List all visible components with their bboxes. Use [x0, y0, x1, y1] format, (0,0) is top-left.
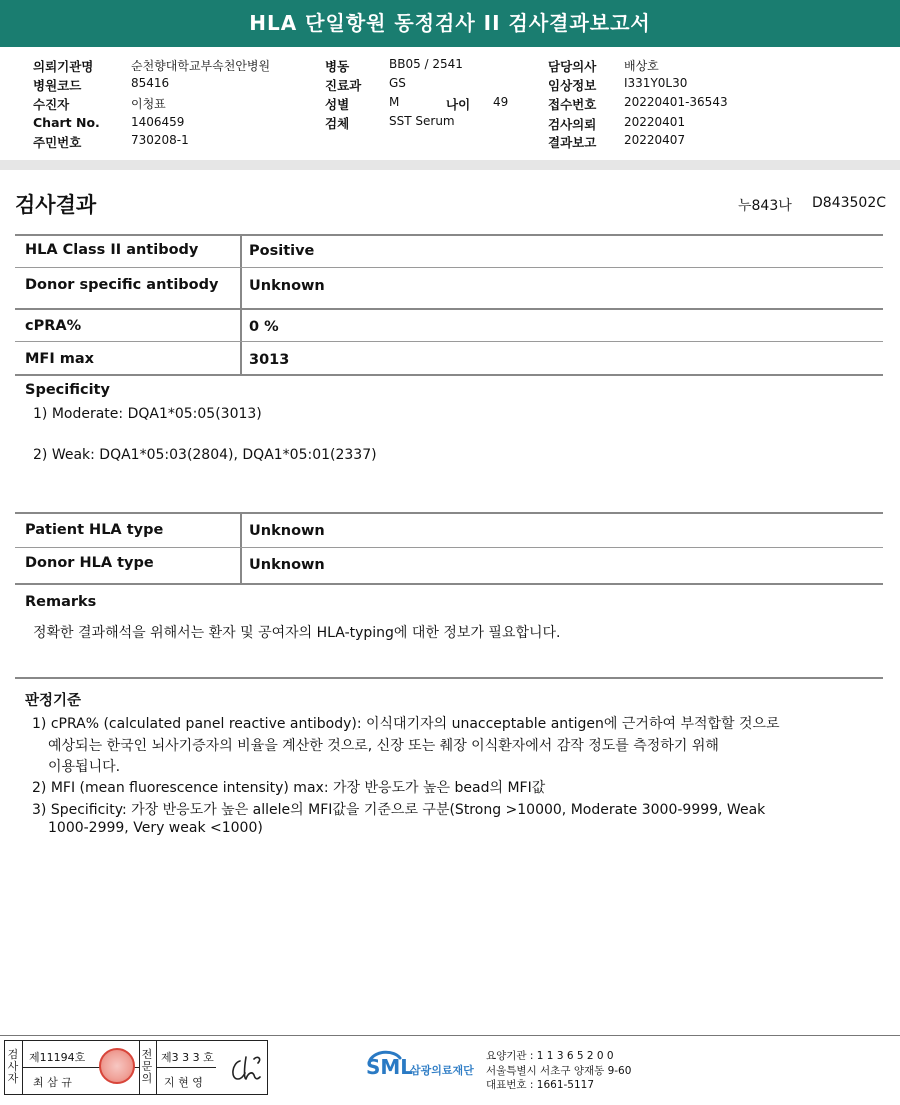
result-value: 0 % — [249, 319, 279, 335]
logo-mark: SML — [366, 1055, 414, 1079]
info-label: 결과보고 — [548, 135, 597, 150]
info-value: 20220401-36543 — [624, 95, 728, 109]
info-label: 임상정보 — [548, 78, 597, 93]
criteria-line: 1) cPRA% (calculated panel reactive antibody): 이식대기자의 unacceptable antigen에 근거하여 부적합할 것으로 — [32, 716, 780, 732]
info-label: 검사의뢰 — [548, 117, 597, 132]
info-label: 병동 — [325, 59, 350, 74]
footer-rule — [0, 1035, 900, 1036]
info-value: GS — [389, 76, 406, 90]
info-label: 수진자 — [33, 97, 70, 112]
info-label: 진료과 — [325, 78, 362, 93]
info-value: 20220401 — [624, 115, 686, 129]
criteria-line: 이용됩니다. — [48, 759, 121, 775]
info-value: 20220407 — [624, 133, 686, 147]
result-value: Positive — [249, 243, 315, 259]
criteria-line: 2) MFI (mean fluorescence intensity) max: 가장 반응도가 높은 bead의 MFI값 — [32, 780, 546, 796]
info-label: 접수번호 — [548, 97, 597, 112]
info-label: 성별 — [325, 97, 350, 112]
info-label: 담당의사 — [548, 59, 597, 74]
info-value: 순천향대학교부속천안병원 — [131, 59, 271, 73]
table-rule — [15, 583, 883, 585]
table-rule — [15, 677, 883, 679]
info-value: 이청표 — [131, 97, 166, 111]
hla-value: Unknown — [249, 523, 325, 539]
info-label: 나이 — [446, 97, 471, 112]
table-rule — [15, 267, 883, 268]
specialist-number: 제3 3 3 호 — [161, 1051, 214, 1064]
table-column-divider — [240, 513, 242, 583]
specialist-name: 지 현 영 — [164, 1076, 203, 1089]
info-value: BB05 / 2541 — [389, 57, 463, 71]
section-title: 검사결과 — [15, 193, 97, 217]
info-label: Chart No. — [33, 115, 100, 130]
specificity-item: 1) Moderate: DQA1*05:05(3013) — [33, 406, 262, 422]
hla-value: Unknown — [249, 557, 325, 573]
examiner-label: 검 사 자 — [7, 1048, 19, 1085]
official-seal-icon — [99, 1048, 135, 1084]
info-label: 주민번호 — [33, 135, 82, 150]
criteria-line: 3) Specificity: 가장 반응도가 높은 allele의 MFI값을 기준으로 구분(Strong >10000, Moderate 3000-9999, Weak — [32, 802, 766, 818]
table-rule — [15, 308, 883, 310]
result-value: 3013 — [249, 352, 290, 368]
specificity-title: Specificity — [25, 382, 110, 398]
criteria-line: 예상되는 한국인 뇌사기증자의 비율을 계산한 것으로, 신장 또는 췌장 이식환자에서 감작 정도를 측정하기 위해 — [48, 738, 719, 754]
info-value: 85416 — [131, 76, 170, 90]
logo-name: 삼광의료재단 — [410, 1064, 474, 1077]
signature-box — [4, 1040, 268, 1095]
org-address: 서울특별시 서초구 양재동 9-60 — [486, 1065, 632, 1077]
table-rule — [15, 512, 883, 514]
table-column-divider — [240, 235, 242, 375]
patient-info — [0, 47, 900, 160]
table-rule — [15, 234, 883, 236]
hla-label: Donor HLA type — [25, 555, 154, 571]
table-rule — [15, 374, 883, 376]
info-value: M — [389, 95, 400, 109]
table-rule — [15, 341, 883, 342]
org-code: 요양기관 : 1 1 3 6 5 2 0 0 — [486, 1050, 614, 1062]
result-label: HLA Class II antibody — [25, 242, 199, 258]
examiner-number: 제11194호 — [29, 1051, 86, 1064]
report-code: D843502C — [812, 195, 886, 211]
info-label: 의뢰기관명 — [33, 59, 94, 74]
info-value: 49 — [493, 95, 509, 109]
remarks-text: 정확한 결과해석을 위해서는 환자 및 공여자의 HLA-typing에 대한 정보가 필요합니다. — [33, 625, 561, 641]
examiner-name: 최 삼 규 — [33, 1076, 72, 1089]
criteria-title: 판정기준 — [25, 693, 82, 709]
result-label: cPRA% — [25, 318, 82, 334]
info-value: I331Y0L30 — [624, 76, 688, 90]
specialist-label: 전 문 의 — [141, 1048, 153, 1085]
remarks-title: Remarks — [25, 594, 97, 610]
info-value: 1406459 — [131, 115, 185, 129]
result-value: Unknown — [249, 278, 325, 294]
report-code: 누843나 — [738, 198, 792, 214]
org-phone: 대표번호 : 1661-5117 — [486, 1079, 595, 1091]
result-label: Donor specific antibody — [25, 277, 219, 293]
table-rule — [15, 547, 883, 548]
specificity-item: 2) Weak: DQA1*05:03(2804), DQA1*05:01(2337) — [33, 447, 377, 463]
info-label: 검체 — [325, 116, 350, 131]
signature-icon — [224, 1049, 266, 1089]
report-title: HLA 단일항원 동정검사 II 검사결과보고서 — [0, 0, 900, 47]
hla-label: Patient HLA type — [25, 522, 164, 538]
result-label: MFI max — [25, 351, 95, 367]
criteria-line: 1000-2999, Very weak <1000) — [48, 820, 263, 836]
info-label: 병원코드 — [33, 78, 82, 93]
info-value: SST Serum — [389, 114, 455, 128]
divider-band — [0, 160, 900, 170]
info-value: 730208-1 — [131, 133, 189, 147]
info-value: 배상호 — [624, 59, 659, 73]
